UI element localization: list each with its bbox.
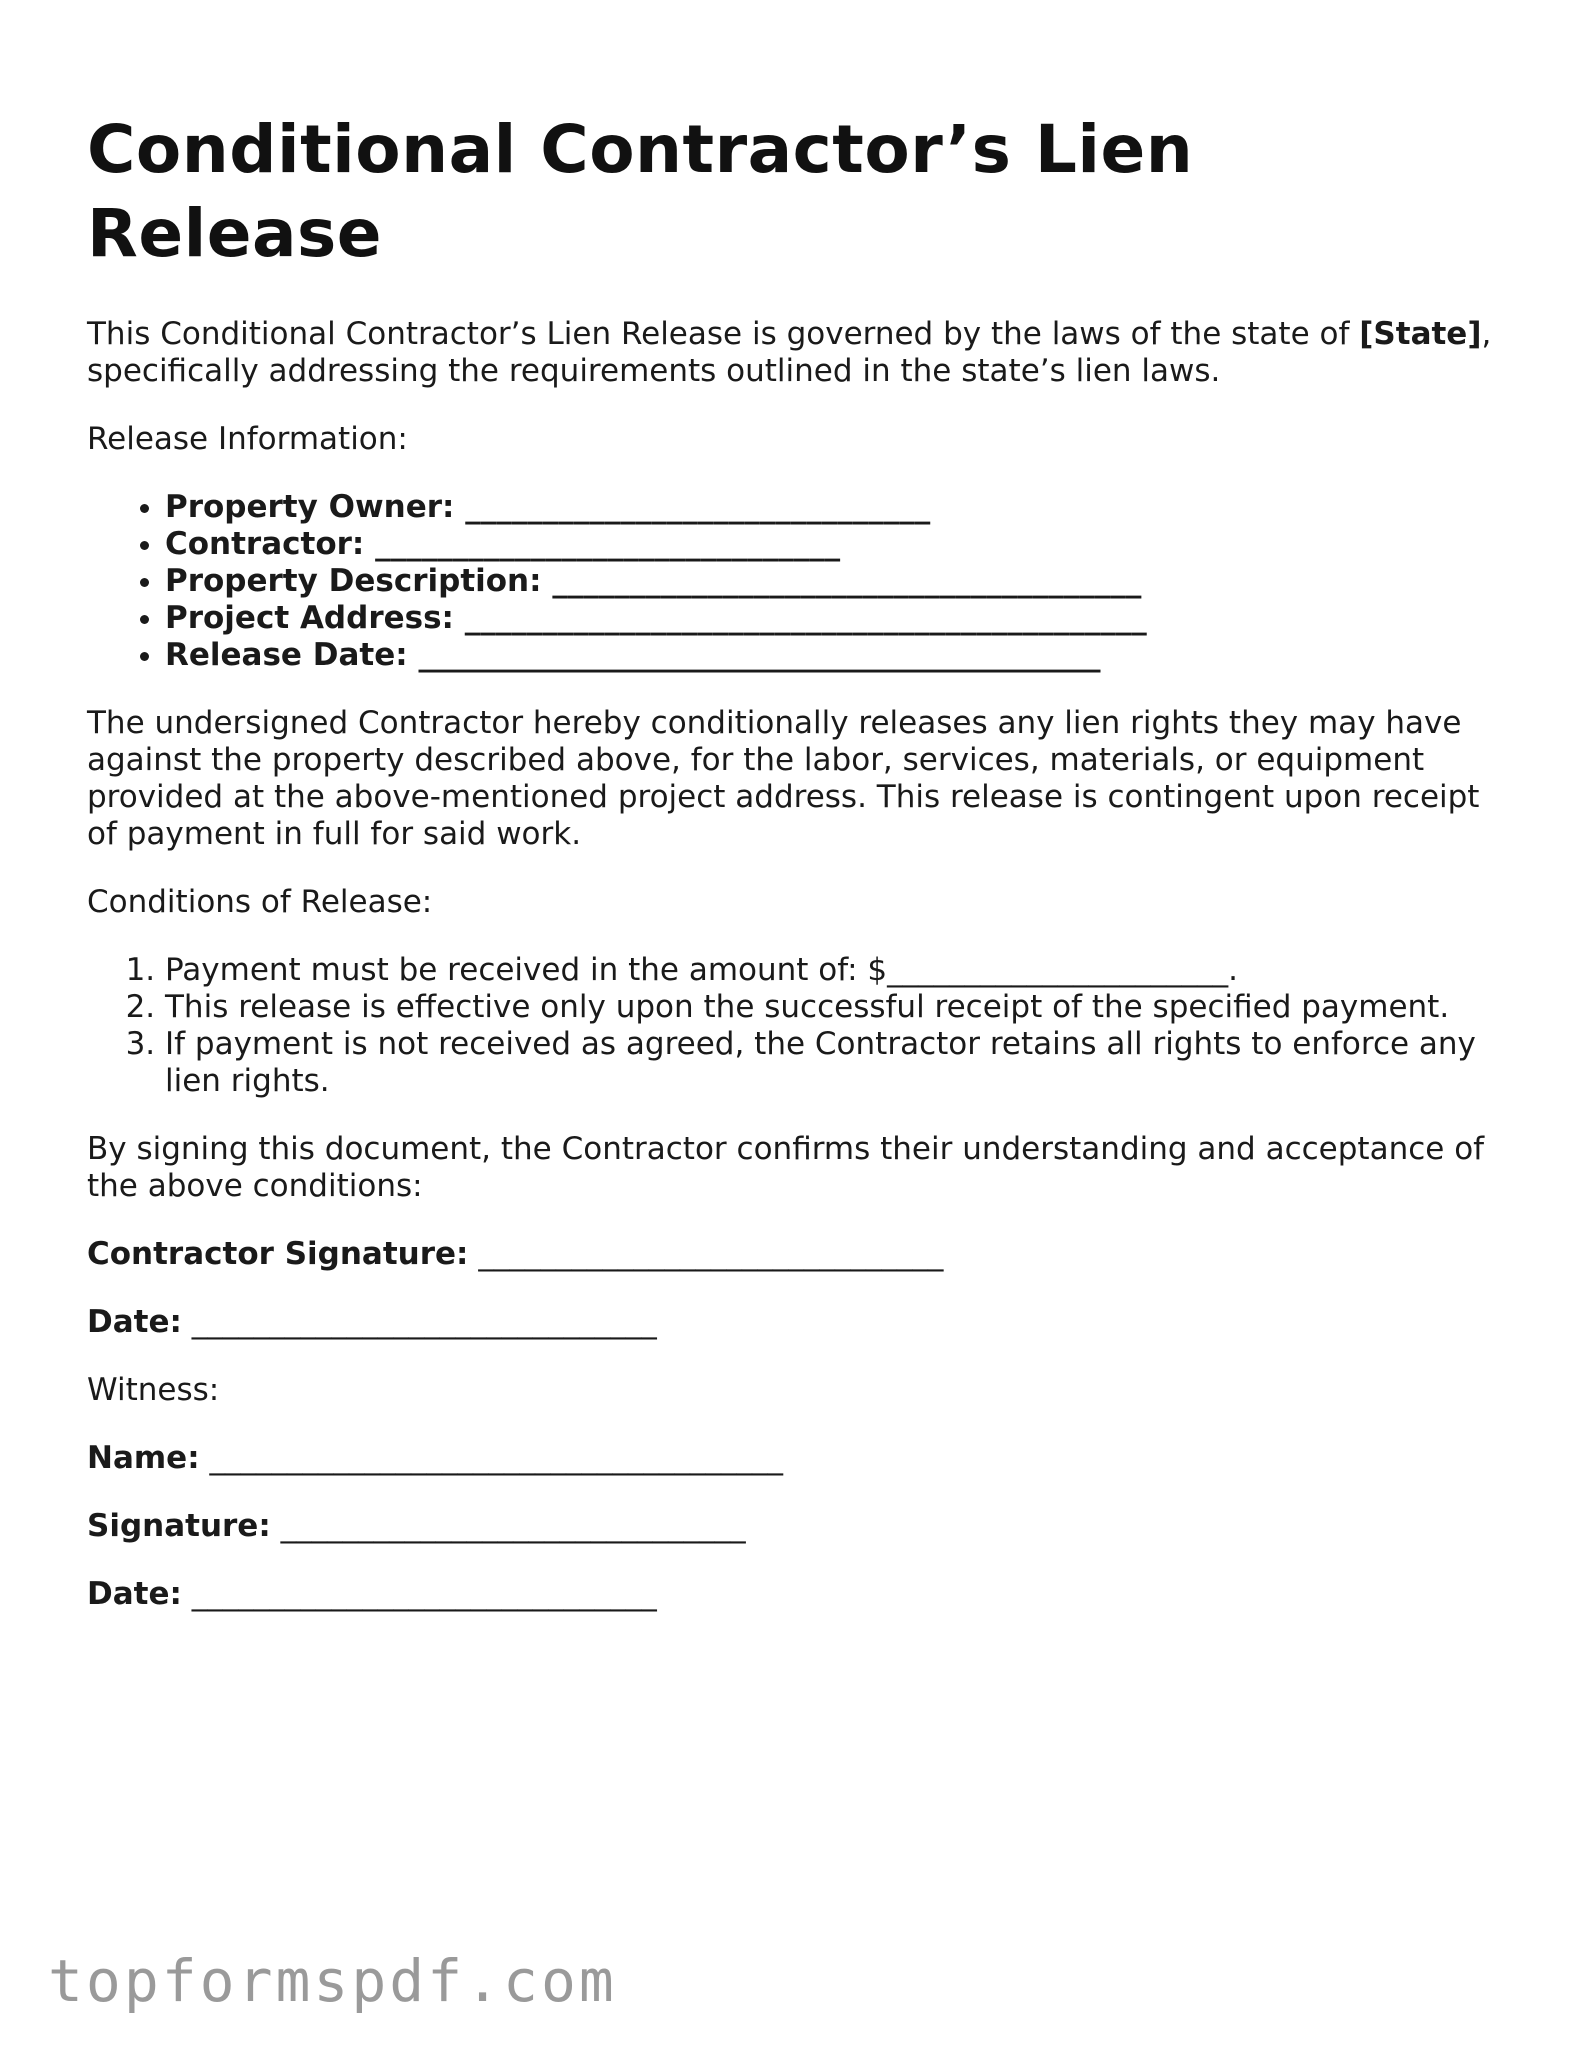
- witness-signature-blank[interactable]: ______________________________: [280, 1508, 746, 1544]
- watermark: topformspdf.com: [48, 1947, 617, 2015]
- field-blank[interactable]: ______________________________________: [552, 563, 1142, 599]
- contractor-date-blank[interactable]: ______________________________: [191, 1304, 657, 1340]
- condition-item: 3. If payment is not received as agreed, the Contractor retains all rights to enforce any lien rights.: [165, 1026, 1507, 1100]
- release-info-label: Release Information:: [87, 421, 408, 457]
- conditions-label: Conditions of Release:: [87, 884, 433, 920]
- field-blank[interactable]: ______________________________: [465, 489, 931, 525]
- intro-text-after: , specifically addressing the requirements outlined in the state’s lien laws.: [87, 316, 1492, 389]
- condition-item: 1. Payment must be received in the amount of: $______________________.: [165, 952, 1507, 989]
- witness-signature-line: Signature: ______________________________: [87, 1508, 746, 1544]
- witness-date-blank[interactable]: ______________________________: [191, 1576, 657, 1612]
- contractor-signature-blank[interactable]: ______________________________: [478, 1236, 944, 1272]
- witness-label: Witness:: [87, 1372, 220, 1408]
- field-project-address: • Project Address: ____________________________________________: [165, 600, 1507, 637]
- conditions-list: [87, 952, 1507, 1100]
- state-placeholder: [State]: [1359, 316, 1482, 352]
- witness-date-line: Date: ______________________________: [87, 1576, 657, 1612]
- field-blank[interactable]: ______________________________: [375, 526, 841, 562]
- witness-name-blank[interactable]: _____________________________________: [209, 1440, 783, 1476]
- acceptance-statement: By signing this document, the Contractor confirms their understanding and acceptance of the above conditions:: [87, 1131, 1485, 1204]
- condition-item: 2. This release is effective only upon the successful receipt of the specified payment.: [165, 989, 1507, 1026]
- field-blank[interactable]: ____________________________________________: [464, 600, 1147, 636]
- field-release-date: • Release Date: ____________________________________________: [165, 637, 1507, 674]
- release-fields-list: [87, 489, 1507, 674]
- contractor-date-line: Date: ______________________________: [87, 1304, 657, 1340]
- document-title: Conditional Contractor’s Lien Release: [87, 111, 1194, 272]
- intro-text-before: This Conditional Contractor’s Lien Release is governed by the laws of the state of: [87, 316, 1360, 352]
- intro-paragraph: [87, 316, 1507, 390]
- release-statement: The undersigned Contractor hereby conditionally releases any lien rights they may have against the property described above, for the labor, services, materials, or equipment provided at the above-mentioned project address. This release is contingent upon receipt of payment in full for said work.: [87, 705, 1480, 852]
- field-property-owner: • Property Owner: ______________________________: [165, 489, 1507, 526]
- field-blank[interactable]: ____________________________________________: [418, 637, 1101, 673]
- contractor-signature-line: Contractor Signature: ______________________________: [87, 1236, 944, 1272]
- witness-name-line: Name: _____________________________________: [87, 1440, 783, 1476]
- field-property-description: • Property Description: ______________________________________: [165, 563, 1507, 600]
- document-page: [87, 108, 1507, 1613]
- field-contractor: • Contractor: ______________________________: [165, 526, 1507, 563]
